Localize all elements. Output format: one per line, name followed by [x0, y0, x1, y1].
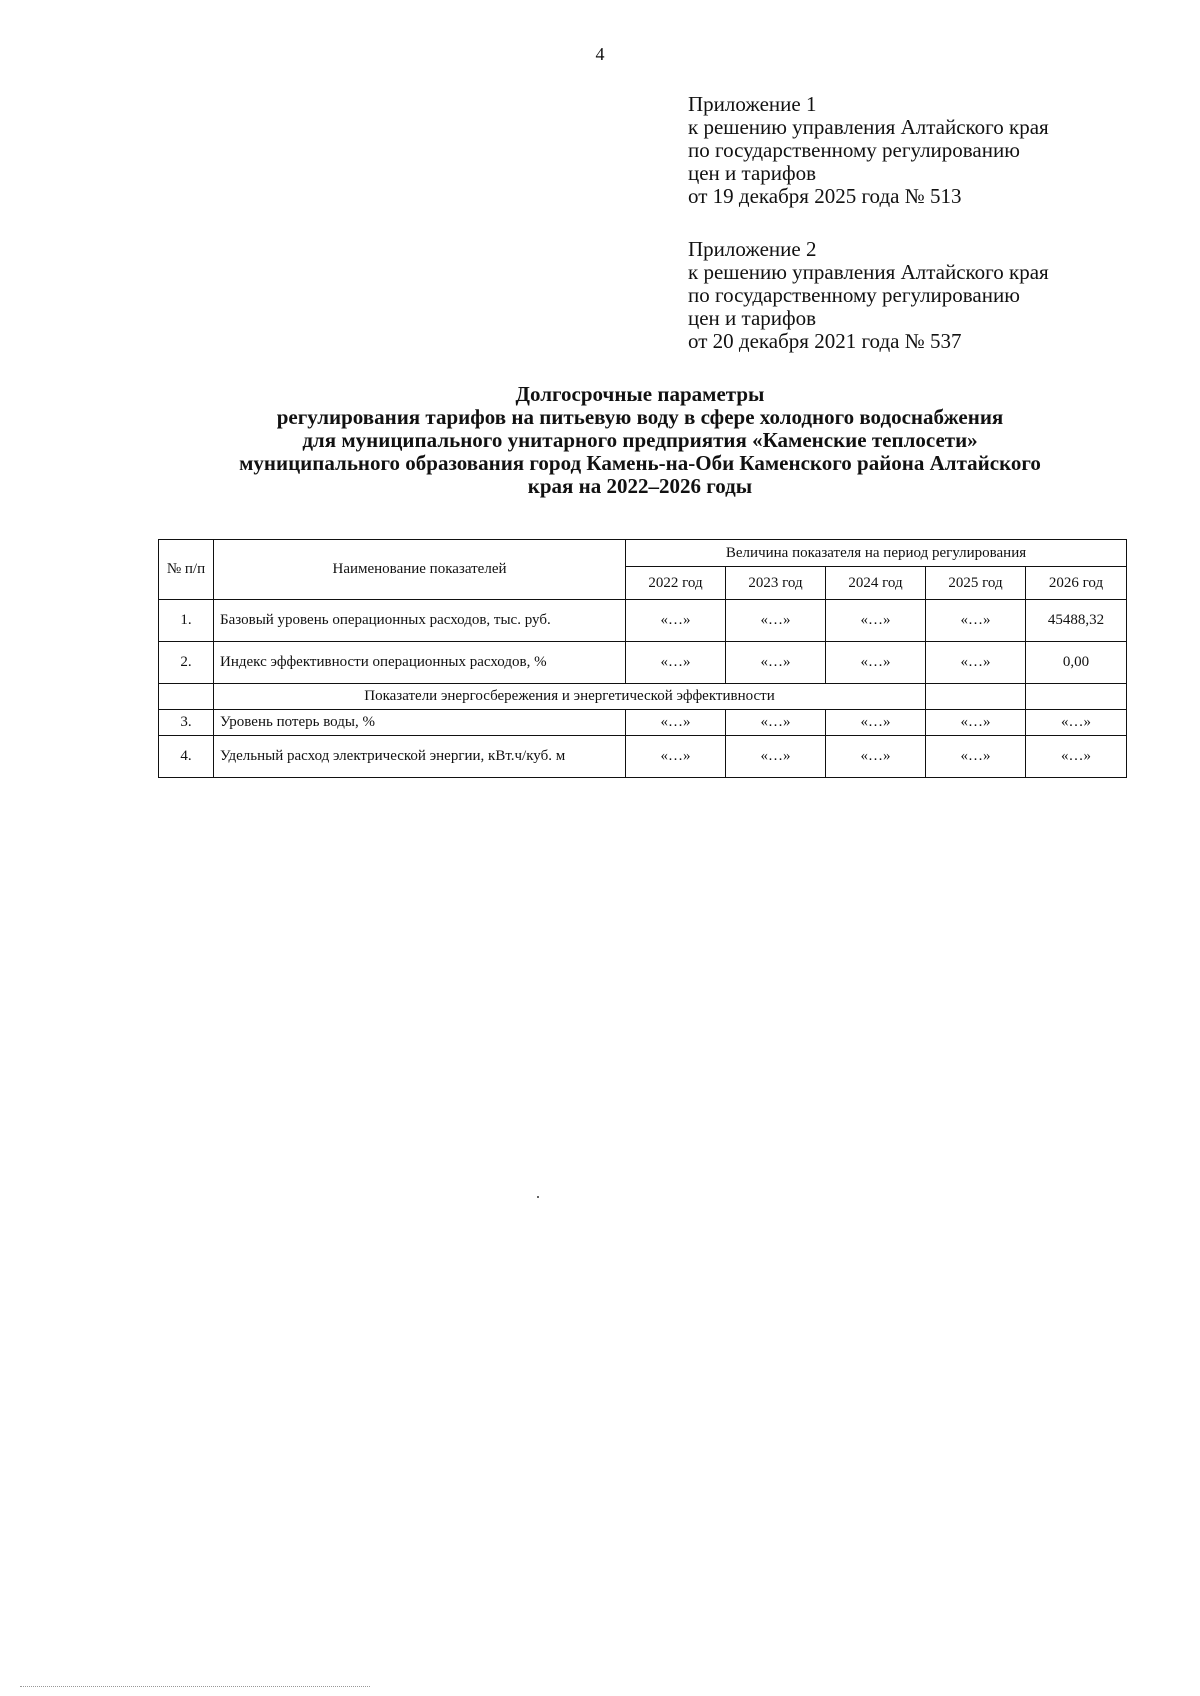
header-name: Наименование показателей: [214, 540, 626, 600]
document-title: [150, 383, 1130, 498]
row-value: «…»: [826, 710, 926, 736]
title-line: регулирования тарифов на питьевую воду в сфере холодного водоснабжения: [276, 405, 1004, 429]
row-num: 3.: [159, 710, 214, 736]
appendix-2-line: к решению управления Алтайского края: [688, 260, 1049, 284]
title-line: муниципального образования город Камень-на-Оби Каменского района Алтайского: [239, 451, 1041, 475]
row-value: 45488,32: [1026, 600, 1127, 642]
row-value: «…»: [926, 600, 1026, 642]
row-value: «…»: [826, 642, 926, 684]
section-empty-cell: [159, 684, 214, 710]
table-row: [159, 600, 1127, 642]
section-label: Показатели энергосбережения и энергетической эффективности: [214, 684, 926, 710]
scan-dot: [537, 1196, 539, 1198]
appendix-2-line: по государственному регулированию: [688, 283, 1020, 307]
table-row: [159, 710, 1127, 736]
header-year: 2026 год: [1026, 567, 1127, 600]
title-line: для муниципального унитарного предприятия «Каменские теплосети»: [302, 428, 978, 452]
title-line: края на 2022–2026 годы: [527, 474, 753, 498]
row-name: Уровень потерь воды, %: [214, 710, 626, 736]
row-value: «…»: [626, 642, 726, 684]
header-year: 2024 год: [826, 567, 926, 600]
header-period: Величина показателя на период регулирования: [626, 540, 1127, 567]
scan-artifact-line: [20, 1686, 370, 1689]
row-name: Базовый уровень операционных расходов, тыс. руб.: [214, 600, 626, 642]
row-value: «…»: [826, 736, 926, 778]
row-value: «…»: [826, 600, 926, 642]
row-num: 2.: [159, 642, 214, 684]
title-line: Долгосрочные параметры: [515, 382, 765, 406]
row-name: Индекс эффективности операционных расходов, %: [214, 642, 626, 684]
appendix-1-line: по государственному регулированию: [688, 138, 1020, 162]
row-value: «…»: [1026, 736, 1127, 778]
row-value: «…»: [926, 642, 1026, 684]
row-value: «…»: [726, 642, 826, 684]
table-row: [159, 642, 1127, 684]
row-value: «…»: [926, 710, 1026, 736]
header-year: 2025 год: [926, 567, 1026, 600]
parameters-table: [158, 539, 1127, 778]
table-header-row: [159, 540, 1127, 567]
header-year: 2023 год: [726, 567, 826, 600]
appendix-1-line: Приложение 1: [688, 92, 817, 116]
section-empty-cell: [1026, 684, 1127, 710]
appendix-1-line: от 19 декабря 2025 года № 513: [688, 184, 962, 208]
row-value: «…»: [626, 736, 726, 778]
section-row: [159, 684, 1127, 710]
appendix-1-line: цен и тарифов: [688, 161, 817, 185]
appendix-2-line: цен и тарифов: [688, 306, 817, 330]
appendix-2-line: Приложение 2: [688, 237, 817, 261]
appendix-2-block: [688, 238, 1049, 353]
row-num: 1.: [159, 600, 214, 642]
appendix-1-line: к решению управления Алтайского края: [688, 115, 1049, 139]
header-year: 2022 год: [626, 567, 726, 600]
row-num: 4.: [159, 736, 214, 778]
row-value: «…»: [1026, 710, 1127, 736]
row-value: «…»: [926, 736, 1026, 778]
row-value: «…»: [726, 710, 826, 736]
row-name: Удельный расход электрической энергии, кВт.ч/куб. м: [214, 736, 626, 778]
row-value: «…»: [726, 600, 826, 642]
appendix-1-block: [688, 93, 1049, 208]
row-value: «…»: [626, 710, 726, 736]
header-num: № п/п: [159, 540, 214, 600]
page-number: 4: [595, 44, 605, 64]
row-value: 0,00: [1026, 642, 1127, 684]
appendix-2-line: от 20 декабря 2021 года № 537: [688, 329, 962, 353]
row-value: «…»: [726, 736, 826, 778]
table-row: [159, 736, 1127, 778]
row-value: «…»: [626, 600, 726, 642]
section-empty-cell: [926, 684, 1026, 710]
